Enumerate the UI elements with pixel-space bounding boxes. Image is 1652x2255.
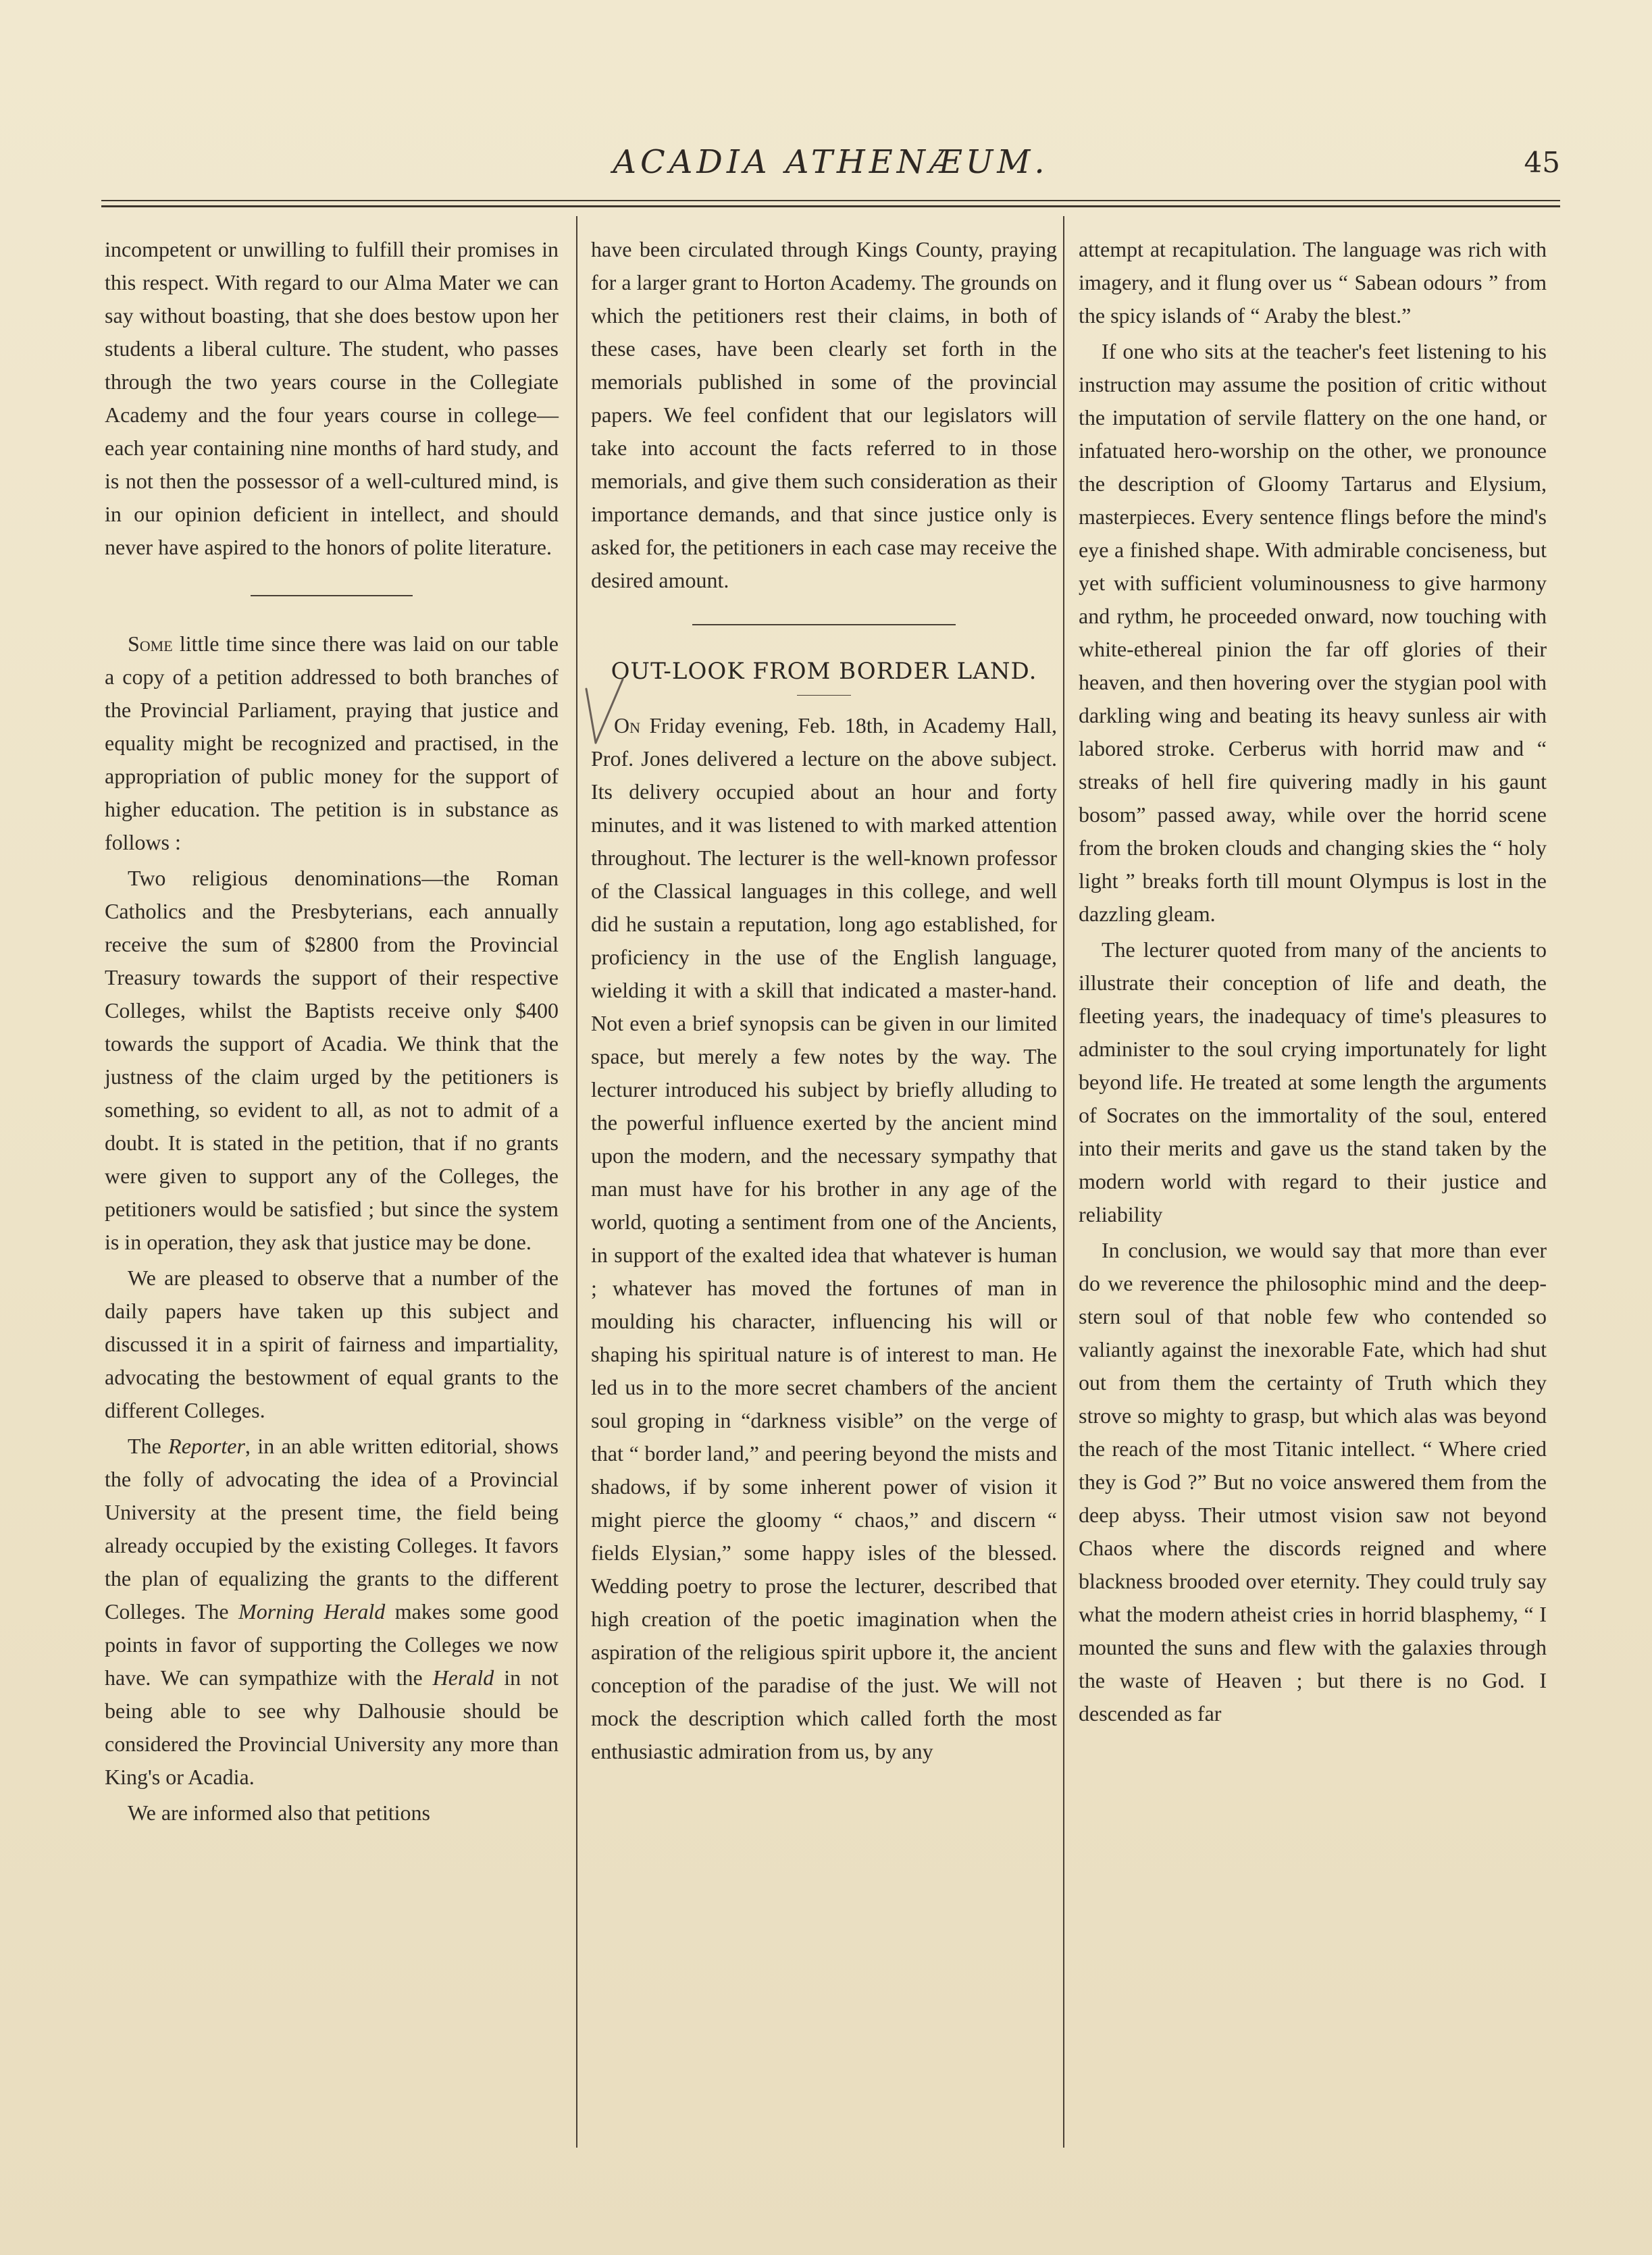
column-divider-left [576, 216, 577, 2148]
newspaper-name: Morning Herald [238, 1599, 386, 1624]
paragraph: In conclusion, we would say that more than ever do we reverence the philosophic mind and the deep-stern soul of that noble few who contended so valiantly against the inexorable Fate, which had shut out from them the certainty of Truth which they strove so mighty to grasp, but which alas was beyond the reach of the most Titanic intellect. “ Where cried they is God ?” But no voice answered them from the deep abyss. Their utmost vision saw not beyond Chaos where the discords reigned and where blackness brooded over eternity. They could truly say what the modern atheist cries in horrid blasphemy, “ I mounted the suns and flew with the galaxies through the waste of Heaven ; but there is no God. I descended as far [1079, 1238, 1547, 1726]
page-number: 45 [1524, 146, 1560, 179]
heading-rule [797, 695, 851, 696]
pencil-check-mark-icon [581, 675, 635, 756]
column-1 [105, 233, 559, 1832]
running-title: ACADIA ATHENÆUM. [613, 143, 1049, 181]
paragraph [105, 627, 559, 859]
paragraph [105, 1430, 559, 1794]
newspaper-name: Reporter [168, 1434, 245, 1458]
paragraph-text: little time since there was laid on our table a copy of a petition addressed to both branches of the Provincial Parliament, praying that justice and equality might be recognized and practised, in the appropriation of public money for the support of higher education. The petition is in substance as follows : [105, 631, 559, 854]
column-divider-right [1063, 216, 1064, 2148]
paragraph-text: Friday evening, Feb. 18th, in Academy Hall, Prof. Jones delivered a lecture on the above subject. Its delivery occupied about an hour and forty minutes, and it was listened to with marked attention throughout. The lecturer is the well-known professor of the Classical languages in this college, and well did he sustain a reputation, long ago established, for proficiency in the use of the English language, wielding it with a skill that indicated a master-hand. Not even a brief synopsis can be given in our limited space, but merely a few notes by the way. The lecturer introduced his subject by briefly alluding to the powerful influence exerted by the ancient mind upon the modern, and the necessary sympathy that man must have for his brother in any age of the world, quoting a sentiment from one of the Ancients, in support of the exalted idea that whatever is human ; whatever has moved the fortunes of man in moulding his character, influencing his will or shaping his spiritual nature is of interest to man. He led us in to the more secret chambers of the ancient soul groping in “darkness visible” on the verge of that “ border land,” and peering beyond the mists and shadows, if by some inherent power of vision it might pierce the gloomy “ chaos,” and discern “ fields Elysian,” some happy isles of the blessed. Wedding poetry to prose the lecturer, described that high creation of the poetic imagination when the aspiration of the religious spirit upbore it, the ancient conception of the paradise of the just. We will not mock the description which called forth the most enthusiastic admiration from us, by any [591, 713, 1057, 1763]
paragraph-text: The [128, 1434, 169, 1458]
paragraph-text: , in an able written editorial, shows the folly of advocating the idea of a Provincial University at the present time, the field being already occupied by the existing Colleges. It favors the plan of equalizing the grants to the different Colleges. The [105, 1434, 559, 1624]
column-2 [591, 233, 1057, 1771]
header-rule-top [101, 200, 1560, 201]
paragraph [591, 709, 1057, 1768]
paragraph: The lecturer quoted from many of the ancients to illustrate their conception of life and death, the fleeting years, the inadequacy of time's pleasures to administer to the soul crying importunately for light beyond life. He treated at some length the arguments of Socrates on the immortality of the soul, entered into their merits and gave us the stand taken by the modern world with regard to their justice and reliability [1079, 937, 1547, 1226]
paragraph-text: makes some good points in favor of supporting the Colleges we now have. We can sympathize with the [105, 1599, 559, 1690]
newspaper-name: Herald [432, 1665, 494, 1690]
section-separator [251, 595, 413, 596]
header-rule-bottom [101, 205, 1560, 207]
paragraph: We are pleased to observe that a number of the daily papers have taken up this subject and discussed it in a spirit of fairness and impartiality, advocating the bestowment of equal grants to the different Colleges. [105, 1266, 559, 1422]
paragraph: If one who sits at the teacher's feet listening to his instruction may assume the position of critic without the imputation of servile flattery on the one hand, or infatuated hero-worship on the other, we pronounce the description of Gloomy Tartarus and Elysium, masterpieces. Every sentence flings before the mind's eye a finished shape. With admirable conciseness, but yet with sufficient voluminousness to give harmony and rythm, he proceeded onward, now touching with white-ethereal pinion the far off glories of their heaven, and then hovering over the stygian pool with darkling wing and beating its heavy sunless air with labored stroke. Cerberus with horrid maw and “ streaks of hell fire quivering madly in his gaunt bosom” passed away, while over the horrid scene from the broken clouds and changing skies the “ holy light ” breaks forth till mount Olympus is lost in the dazzling gleam. [1079, 339, 1547, 926]
column-3 [1079, 233, 1547, 1733]
drop-lead: On [614, 713, 640, 737]
drop-lead: Some [128, 631, 173, 656]
article-heading: OUT-LOOK FROM BORDER LAND. [611, 658, 1037, 685]
paragraph: attempt at recapitulation. The language was rich with imagery, and it flung over us “ Sabean odours ” from the spicy islands of “ Araby the blest.” [1079, 237, 1547, 328]
paragraph: incompetent or unwilling to fulfill their promises in this respect. With regard to our Alma Mater we can say without boasting, that she does bestow upon her students a liberal culture. The student, who passes through the two years course in the Collegiate Academy and the four years course in college—each year containing nine months of hard study, and is not then the possessor of a well-cultured mind, is in our opinion deficient in intellect, and should never have aspired to the honors of polite literature. [105, 237, 559, 559]
paragraph: Two religious denominations—the Roman Catholics and the Presbyterians, each annually receive the sum of $2800 from the Provincial Treasury towards the support of their respective Colleges, whilst the Baptists receive only $400 towards the support of Acadia. We think that the justness of the claim urged by the petitioners is something, so evident to all, as not to admit of a doubt. It is stated in the petition, that if no grants were given to support any of the Colleges, the petitioners would be satisfied ; but since the system is in operation, they ask that justice may be done. [105, 866, 559, 1254]
paragraph: have been circulated through Kings County, praying for a larger grant to Horton Academy. The grounds on which the petitioners rest their claims, in both of these cases, have been clearly set forth in the memorials published in some of the provincial papers. We feel confident that our legislators will take into account the facts referred to in those memorials, and give them such consideration as their importance demands, and that since justice only is asked for, the petitioners in each case may receive the desired amount. [591, 237, 1057, 592]
paragraph-text: in not being able to see why Dalhousie should be considered the Provincial University any more than King's or Acadia. [105, 1665, 559, 1789]
page-header [101, 143, 1560, 190]
section-separator [692, 624, 956, 625]
paragraph: We are informed also that petitions [128, 1800, 430, 1825]
